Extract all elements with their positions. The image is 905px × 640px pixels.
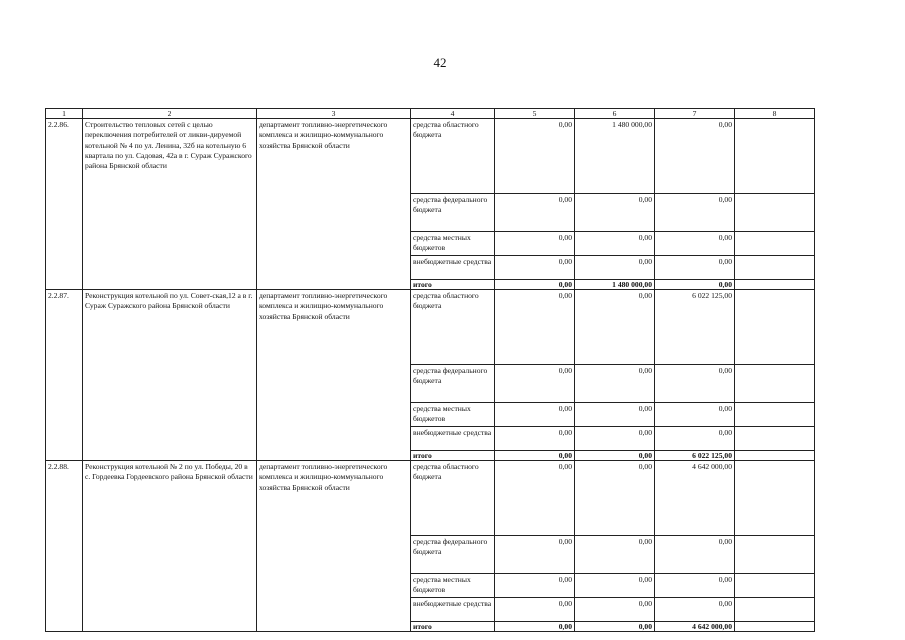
value-col-8 [735,574,815,598]
value-col-5: 0,00 [495,574,575,598]
measure-name: Реконструкция котельной № 2 по ул. Победы, 20 в с. Гордеевка Гордеевского района Брянской области [83,461,257,632]
funding-source: средства местных бюджетов [411,574,495,598]
value-col-7: 0,00 [655,574,735,598]
value-col-6: 1 480 000,00 [575,119,655,194]
value-col-7: 0,00 [655,365,735,403]
value-col-5: 0,00 [495,365,575,403]
value-col-6: 0,00 [575,622,655,632]
value-col-6: 0,00 [575,536,655,574]
value-col-8 [735,451,815,461]
value-col-5: 0,00 [495,119,575,194]
funding-source: внебюджетные средства [411,427,495,451]
funding-source: средства местных бюджетов [411,403,495,427]
value-col-6: 0,00 [575,451,655,461]
value-col-8 [735,256,815,280]
value-col-6: 0,00 [575,427,655,451]
measure-executor: департамент топливно-энергетического комплекса и жилищно-коммунального хозяйства Брянской области [257,461,411,632]
funding-source: итого [411,622,495,632]
value-col-7: 0,00 [655,403,735,427]
measure-name: Реконструкция котельной по ул. Совет-ская,12 а в г. Сураж Суражского района Брянской области [83,290,257,461]
value-col-7: 4 642 000,00 [655,461,735,536]
value-col-5: 0,00 [495,256,575,280]
measure-code: 2.2.88. [46,461,83,632]
value-col-7: 0,00 [655,232,735,256]
value-col-7: 4 642 000,00 [655,622,735,632]
value-col-7: 0,00 [655,280,735,290]
funding-row [46,461,815,536]
value-col-5: 0,00 [495,232,575,256]
value-col-8 [735,461,815,536]
value-col-6: 0,00 [575,256,655,280]
value-col-7: 6 022 125,00 [655,451,735,461]
funding-source: средства областного бюджета [411,119,495,194]
value-col-6: 0,00 [575,365,655,403]
measure-executor: департамент топливно-энергетического комплекса и жилищно-коммунального хозяйства Брянской области [257,119,411,290]
header-cell: 5 [495,109,575,119]
header-cell: 2 [83,109,257,119]
value-col-8 [735,290,815,365]
header-cell: 8 [735,109,815,119]
funding-row [46,290,815,365]
measure-code: 2.2.86. [46,119,83,290]
funding-source: итого [411,280,495,290]
value-col-8 [735,365,815,403]
value-col-5: 0,00 [495,403,575,427]
value-col-5: 0,00 [495,461,575,536]
value-col-7: 0,00 [655,427,735,451]
funding-source: средства областного бюджета [411,461,495,536]
value-col-5: 0,00 [495,622,575,632]
value-col-8 [735,119,815,194]
page-number: 42 [433,55,447,70]
value-col-8 [735,280,815,290]
value-col-7: 0,00 [655,256,735,280]
header-cell: 4 [411,109,495,119]
header-cell: 6 [575,109,655,119]
value-col-6: 1 480 000,00 [575,280,655,290]
header-cell: 3 [257,109,411,119]
value-col-8 [735,403,815,427]
measure-code: 2.2.87. [46,290,83,461]
value-col-5: 0,00 [495,598,575,622]
value-col-7: 6 022 125,00 [655,290,735,365]
funding-source: средства областного бюджета [411,290,495,365]
funding-source: итого [411,451,495,461]
value-col-5: 0,00 [495,427,575,451]
value-col-6: 0,00 [575,194,655,232]
header-cell: 1 [46,109,83,119]
value-col-6: 0,00 [575,598,655,622]
funding-row [46,119,815,194]
budget-table [45,108,815,632]
value-col-5: 0,00 [495,194,575,232]
funding-source: средства федерального бюджета [411,536,495,574]
value-col-6: 0,00 [575,232,655,256]
value-col-8 [735,622,815,632]
value-col-8 [735,427,815,451]
value-col-8 [735,194,815,232]
value-col-8 [735,598,815,622]
funding-source: внебюджетные средства [411,598,495,622]
header-cell: 7 [655,109,735,119]
funding-source: внебюджетные средства [411,256,495,280]
measure-executor: департамент топливно-энергетического комплекса и жилищно-коммунального хозяйства Брянской области [257,290,411,461]
value-col-6: 0,00 [575,290,655,365]
value-col-6: 0,00 [575,461,655,536]
funding-source: средства федерального бюджета [411,194,495,232]
value-col-5: 0,00 [495,536,575,574]
measure-name: Строительство тепловых сетей с целью переключения потребителей от ликви-дируемой котельной № 4 по ул. Ленина, 32б на котельную 6 квартала по ул. Садовая, 42а в г. Сураж Суражского района Брянской области [83,119,257,290]
value-col-5: 0,00 [495,451,575,461]
value-col-7: 0,00 [655,598,735,622]
value-col-6: 0,00 [575,574,655,598]
value-col-5: 0,00 [495,290,575,365]
value-col-5: 0,00 [495,280,575,290]
funding-source: средства федерального бюджета [411,365,495,403]
funding-source: средства местных бюджетов [411,232,495,256]
value-col-7: 0,00 [655,536,735,574]
value-col-7: 0,00 [655,194,735,232]
value-col-8 [735,232,815,256]
value-col-8 [735,536,815,574]
value-col-6: 0,00 [575,403,655,427]
value-col-7: 0,00 [655,119,735,194]
header-row [46,109,815,119]
